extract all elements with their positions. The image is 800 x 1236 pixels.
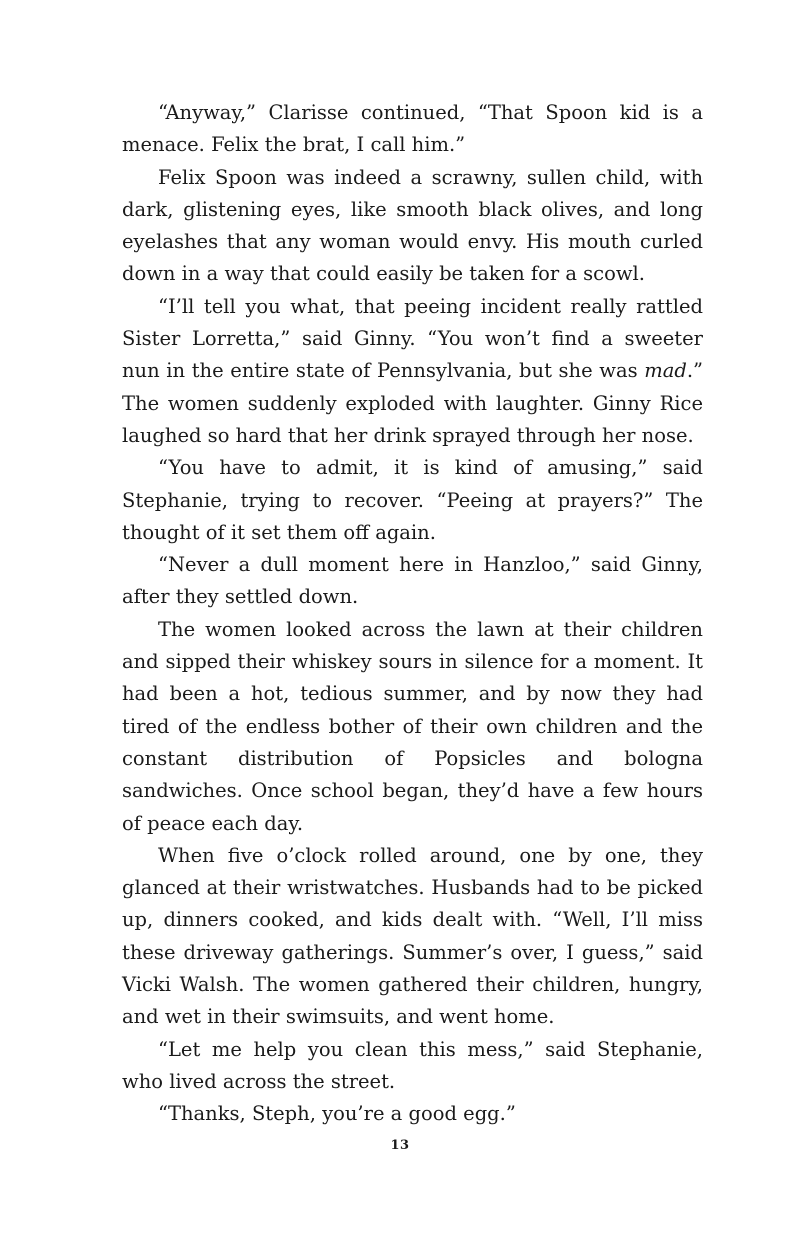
book-page-body (122, 97, 703, 1131)
paragraph-7: When five o’clock rolled around, one by one, they glanced at their wristwatches. Husbands had to be picked up, dinners cooked, and kids dealt with. “Well, I’ll miss these driveway gatherings. Summer’s over, I guess,” said Vicki Walsh. The women gathered their children, hungry, and wet in their swimsuits, and went home. (122, 843, 703, 1029)
paragraph-4: “You have to admit, it is kind of amusing,” said Stephanie, trying to recover. “Peeing at prayers?” The thought of it set them off again. (122, 456, 703, 544)
paragraph-9: “Thanks, Steph, you’re a good egg.” (158, 1102, 516, 1126)
paragraph-3 (122, 291, 703, 452)
paragraph-3-text-after: .” The women suddenly exploded with laughter. Ginny Rice laughed so hard that her drink sprayed through her nose. (122, 359, 703, 447)
paragraph-2: Felix Spoon was indeed a scrawny, sullen child, with dark, glistening eyes, like smooth black olives, and long eyelashes that any woman would envy. His mouth curled down in a way that could easily be taken for a scowl. (122, 165, 703, 286)
paragraph-8: “Let me help you clean this mess,” said Stephanie, who lived across the street. (122, 1037, 703, 1093)
paragraph-5: “Never a dull moment here in Hanzloo,” said Ginny, after they settled down. (122, 553, 703, 609)
paragraph-6: The women looked across the lawn at their children and sipped their whiskey sours in silence for a moment. It had been a hot, tedious summer, and by now they had tired of the endless bother of their own children and the constant distribution of Popsicles and bologna sandwiches. Once school began, they’d have a few hours of peace each day. (122, 617, 703, 835)
paragraph-3-emphasis: mad (644, 359, 687, 383)
paragraph-3-text-before: “I’ll tell you what, that peeing incident really rattled Sister Lorretta,” said Ginny. “You won’t find a sweeter nun in the entire state of Pennsylvania, but she was (122, 294, 703, 383)
paragraph-1: “Anyway,” Clarisse continued, “That Spoon kid is a menace. Felix the brat, I call him.” (122, 101, 703, 157)
page-number: 13 (390, 1138, 410, 1153)
